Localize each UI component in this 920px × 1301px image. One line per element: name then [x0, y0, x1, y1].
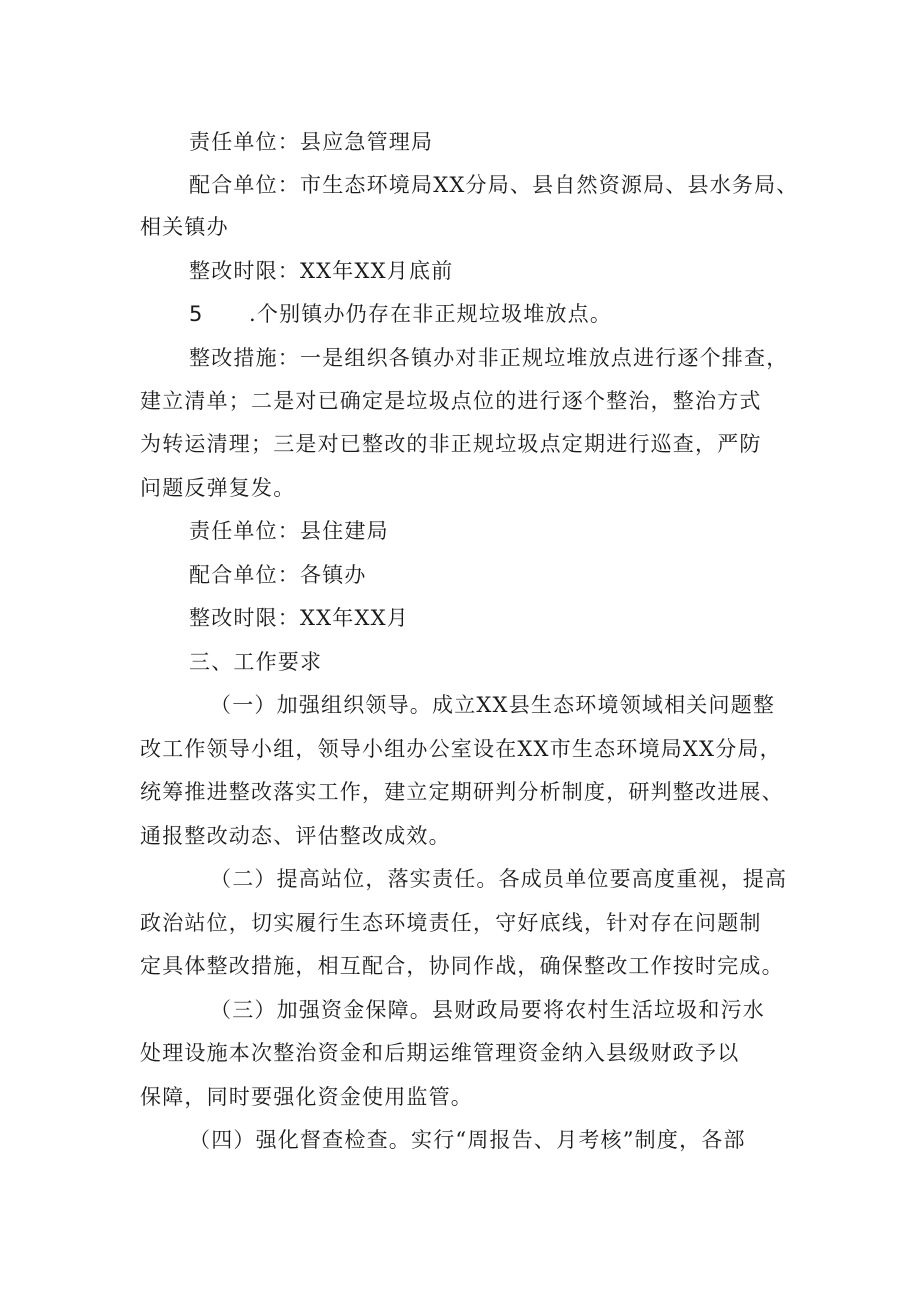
cooperating-unit-line: 配合单位：市生态环境局XX分局、县自然资源局、县水务局、 [189, 173, 799, 197]
requirement-1-line-1: （一）加强组织领导。成立XX县生态环境领域相关问题整 [210, 693, 776, 717]
item-5-heading [189, 299, 612, 329]
item-number: 5 [189, 302, 204, 326]
item-5-text: .个别镇办仍存在非正规垃圾堆放点。 [249, 302, 613, 326]
requirement-1-line-3: 统筹推进整改落实工作，建立定期研判分析制度，研判整改进展、 [140, 780, 784, 804]
responsible-unit-line: 责任单位：县应急管理局 [189, 130, 434, 154]
cooperating-unit-line-cont: 相关镇办 [140, 215, 229, 239]
requirement-3-line-3: 保障，同时要强化资金使用监管。 [140, 1085, 473, 1109]
requirement-4-line-1: （四）强化督查检查。实行“周报告、月考核”制度，各部 [189, 1128, 746, 1152]
measures-line-1: 整改措施：一是组织各镇办对非正规垃堆放点进行逐个排查， [189, 346, 789, 370]
requirement-2-line-2: 政治站位，切实履行生态环境责任，守好底线，针对存在问题制 [140, 911, 762, 935]
section-heading-work-requirements: 三、工作要求 [189, 650, 323, 674]
deadline-line: 整改时限：XX年XX月底前 [189, 259, 454, 283]
measures-line-4: 问题反弹复发。 [140, 476, 296, 500]
deadline-line-2: 整改时限：XX年XX月 [189, 606, 410, 630]
measures-line-2: 建立清单；二是对已确定是垃圾点位的进行逐个整治，整治方式 [140, 389, 762, 413]
requirement-3-line-1: （三）加强资金保障。县财政局要将农村生活垃圾和污水 [210, 998, 765, 1022]
requirement-1-line-2: 改工作领导小组，领导小组办公室设在XX市生态环境局XX分局， [140, 737, 782, 761]
responsible-unit-line-2: 责任单位：县住建局 [189, 519, 389, 543]
requirement-2-line-3: 定具体整改措施，相互配合，协同作战，确保整改工作按时完成。 [140, 954, 784, 978]
measures-line-3: 为转运清理；三是对已整改的非正规垃圾点定期进行巡查，严防 [140, 432, 762, 456]
requirement-1-line-4: 通报整改动态、评估整改成效。 [140, 824, 451, 848]
cooperating-unit-line-2: 配合单位：各镇办 [189, 563, 367, 587]
requirement-3-line-2: 处理设施本次整治资金和后期运维管理资金纳入县级财政予以 [140, 1041, 740, 1065]
requirement-2-line-1: （二）提高站位，落实责任。各成员单位要高度重视，提高 [210, 867, 788, 891]
